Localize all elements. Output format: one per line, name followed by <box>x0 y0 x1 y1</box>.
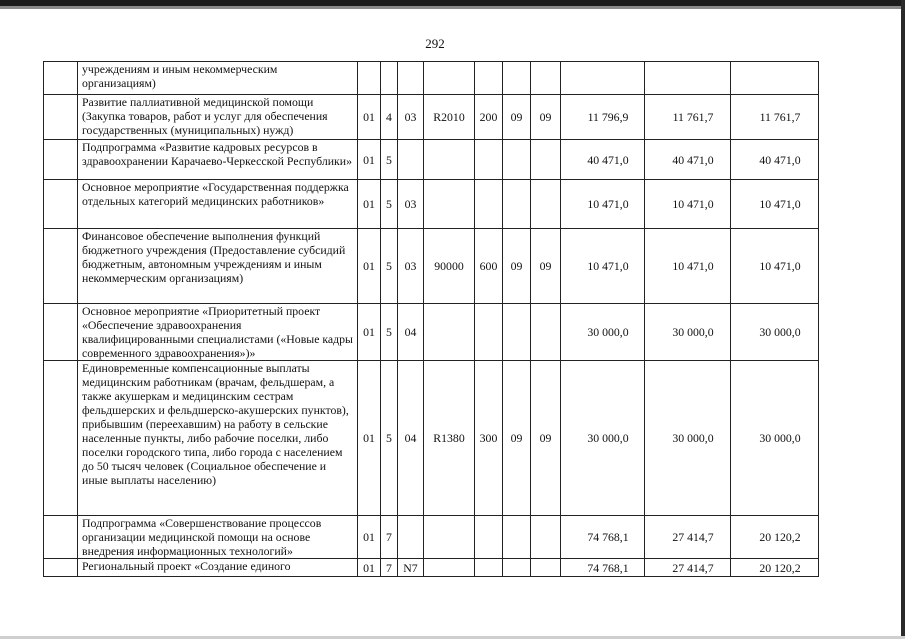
amount-year1-cell: 74 768,1 <box>561 559 645 577</box>
expense-type-cell <box>475 559 503 577</box>
amount-year3-cell: 30 000,0 <box>731 361 819 516</box>
table-row <box>44 180 819 229</box>
amount-year2-cell: 27 414,7 <box>645 559 731 577</box>
activity-code-cell <box>398 140 424 180</box>
amount-year2-cell: 10 471,0 <box>645 229 731 304</box>
subsection-cell <box>531 140 561 180</box>
subprogram-code-cell <box>381 62 398 95</box>
budget-table <box>43 61 819 577</box>
amount-year1-cell: 11 796,9 <box>561 95 645 140</box>
expense-type-cell <box>475 304 503 361</box>
activity-code-cell: 03 <box>398 229 424 304</box>
table-row <box>44 361 819 516</box>
section-cell <box>503 516 531 559</box>
amount-year1-cell: 40 471,0 <box>561 140 645 180</box>
amount-year1-cell <box>561 62 645 95</box>
expense-type-cell <box>475 516 503 559</box>
subsection-cell: 09 <box>531 229 561 304</box>
activity-code-cell: 04 <box>398 361 424 516</box>
table-body <box>44 62 819 577</box>
ministry-code-cell <box>358 62 381 95</box>
table-row <box>44 62 819 95</box>
expense-type-cell: 300 <box>475 361 503 516</box>
activity-code-cell: N7 <box>398 559 424 577</box>
row-number-cell <box>44 180 78 229</box>
subsection-cell <box>531 62 561 95</box>
amount-year3-cell <box>731 62 819 95</box>
subprogram-code-cell: 5 <box>381 304 398 361</box>
row-number-cell <box>44 304 78 361</box>
direction-code-cell: R2010 <box>424 95 475 140</box>
amount-year3-cell: 10 471,0 <box>731 229 819 304</box>
amount-year3-cell: 10 471,0 <box>731 180 819 229</box>
subprogram-code-cell: 4 <box>381 95 398 140</box>
item-name-cell: Подпрограмма «Совершенствование процессов организации медицинской помощи на основе внедрения информационных технологий» <box>78 516 358 559</box>
direction-code-cell <box>424 516 475 559</box>
table-row <box>44 140 819 180</box>
amount-year3-cell: 20 120,2 <box>731 559 819 577</box>
activity-code-cell: 04 <box>398 304 424 361</box>
expense-type-cell <box>475 180 503 229</box>
section-cell <box>503 304 531 361</box>
amount-year1-cell: 10 471,0 <box>561 229 645 304</box>
ministry-code-cell: 01 <box>358 140 381 180</box>
amount-year2-cell: 10 471,0 <box>645 180 731 229</box>
ministry-code-cell: 01 <box>358 229 381 304</box>
subsection-cell <box>531 559 561 577</box>
direction-code-cell: R1380 <box>424 361 475 516</box>
expense-type-cell: 600 <box>475 229 503 304</box>
subsection-cell <box>531 180 561 229</box>
item-name-cell: Единовременные компенсационные выплаты медицинским работникам (врачам, фельдшерам, а также акушеркам и медицинским сестрам фельдшерских и фельдшерско-акушерских пунктов), прибывшим (переехавшим) на работу в сельские населенные пункты, либо рабочие поселки, либо поселки городского типа, либо города с населением до 50 тысяч человек (Социальное обеспечение и иные выплаты населению) <box>78 361 358 516</box>
row-number-cell <box>44 516 78 559</box>
row-number-cell <box>44 559 78 577</box>
amount-year3-cell: 40 471,0 <box>731 140 819 180</box>
subprogram-code-cell: 5 <box>381 140 398 180</box>
scan-edge-right <box>901 0 905 639</box>
activity-code-cell <box>398 62 424 95</box>
ministry-code-cell: 01 <box>358 304 381 361</box>
amount-year1-cell: 10 471,0 <box>561 180 645 229</box>
section-cell <box>503 140 531 180</box>
item-name-cell: Основное мероприятие «Государственная поддержка отдельных категорий медицинских работников» <box>78 180 358 229</box>
ministry-code-cell: 01 <box>358 559 381 577</box>
row-number-cell <box>44 229 78 304</box>
subsection-cell <box>531 304 561 361</box>
amount-year1-cell: 74 768,1 <box>561 516 645 559</box>
ministry-code-cell: 01 <box>358 95 381 140</box>
amount-year2-cell: 11 761,7 <box>645 95 731 140</box>
amount-year1-cell: 30 000,0 <box>561 304 645 361</box>
section-cell: 09 <box>503 361 531 516</box>
section-cell: 09 <box>503 95 531 140</box>
item-name-cell: учреждениям и иным некоммерческим организациям) <box>78 62 358 95</box>
amount-year2-cell: 30 000,0 <box>645 361 731 516</box>
row-number-cell <box>44 62 78 95</box>
direction-code-cell <box>424 180 475 229</box>
activity-code-cell: 03 <box>398 180 424 229</box>
section-cell <box>503 180 531 229</box>
section-cell: 09 <box>503 229 531 304</box>
table-row <box>44 304 819 361</box>
table-row <box>44 516 819 559</box>
item-name-cell: Подпрограмма «Развитие кадровых ресурсов в здравоохранении Карачаево-Черкесской Республики» <box>78 140 358 180</box>
amount-year2-cell <box>645 62 731 95</box>
scan-edge-top-shadow <box>0 6 905 9</box>
section-cell <box>503 62 531 95</box>
row-number-cell <box>44 140 78 180</box>
subsection-cell: 09 <box>531 361 561 516</box>
amount-year2-cell: 40 471,0 <box>645 140 731 180</box>
direction-code-cell <box>424 140 475 180</box>
direction-code-cell <box>424 559 475 577</box>
amount-year2-cell: 30 000,0 <box>645 304 731 361</box>
table-row <box>44 95 819 140</box>
amount-year3-cell: 11 761,7 <box>731 95 819 140</box>
expense-type-cell <box>475 140 503 180</box>
page-number: 292 <box>425 36 445 51</box>
subprogram-code-cell: 7 <box>381 516 398 559</box>
section-cell <box>503 559 531 577</box>
expense-type-cell <box>475 62 503 95</box>
row-number-cell <box>44 361 78 516</box>
direction-code-cell: 90000 <box>424 229 475 304</box>
subsection-cell: 09 <box>531 95 561 140</box>
table-row <box>44 229 819 304</box>
item-name-cell: Развитие паллиативной медицинской помощи (Закупка товаров, работ и услуг для обеспечения государственных (муниципальных) нужд) <box>78 95 358 140</box>
item-name-cell: Финансовое обеспечение выполнения функций бюджетного учреждения (Предоставление субсидий бюджетным, автономным учреждениям и иным некоммерческим организациям) <box>78 229 358 304</box>
expense-type-cell: 200 <box>475 95 503 140</box>
item-name-cell: Региональный проект «Создание единого <box>78 559 358 577</box>
direction-code-cell <box>424 62 475 95</box>
subsection-cell <box>531 516 561 559</box>
subprogram-code-cell: 5 <box>381 180 398 229</box>
amount-year3-cell: 20 120,2 <box>731 516 819 559</box>
activity-code-cell: 03 <box>398 95 424 140</box>
ministry-code-cell: 01 <box>358 180 381 229</box>
amount-year3-cell: 30 000,0 <box>731 304 819 361</box>
row-number-cell <box>44 95 78 140</box>
direction-code-cell <box>424 304 475 361</box>
amount-year2-cell: 27 414,7 <box>645 516 731 559</box>
item-name-cell: Основное мероприятие «Приоритетный проект «Обеспечение здравоохранения квалифицированными специалистами («Новые кадры современного здравоохранения»)» <box>78 304 358 361</box>
amount-year1-cell: 30 000,0 <box>561 361 645 516</box>
ministry-code-cell: 01 <box>358 361 381 516</box>
ministry-code-cell: 01 <box>358 516 381 559</box>
activity-code-cell <box>398 516 424 559</box>
subprogram-code-cell: 5 <box>381 229 398 304</box>
table-row <box>44 559 819 577</box>
subprogram-code-cell: 7 <box>381 559 398 577</box>
subprogram-code-cell: 5 <box>381 361 398 516</box>
